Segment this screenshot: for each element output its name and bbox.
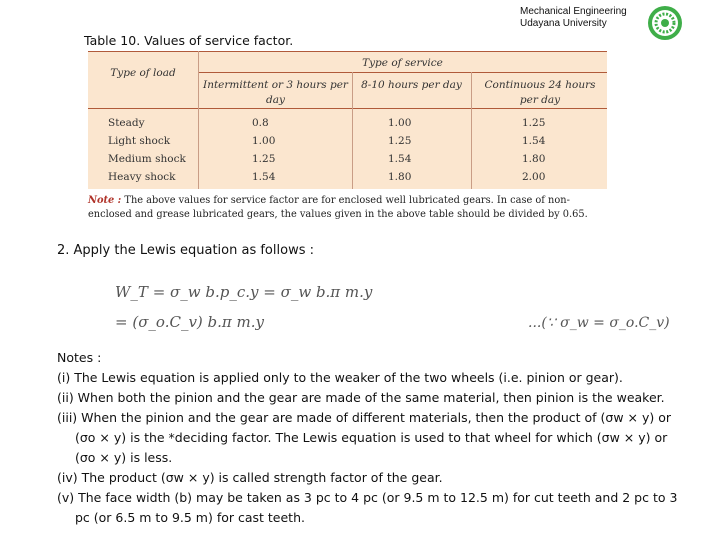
table-row bbox=[88, 135, 607, 153]
row-load: Medium shock bbox=[108, 153, 186, 165]
note-item: (v) The face width (b) may be taken as 3 pc to 4 pc (or 9.5 m to 12.5 m) for cut teeth and 2 pc to 3 bbox=[57, 490, 678, 505]
table-title: Table 10. Values of service factor. bbox=[84, 33, 294, 48]
table-rule-top bbox=[88, 51, 607, 52]
notes-title: Notes : bbox=[57, 350, 102, 365]
col-header-intermittent: Intermittent or 3 hours per day bbox=[203, 79, 348, 106]
notes-block bbox=[57, 348, 697, 528]
row-load: Heavy shock bbox=[108, 171, 176, 183]
note-item: (σo × y) is less. bbox=[75, 450, 173, 465]
col-header-group: Type of service bbox=[362, 57, 443, 69]
note-label: Note : bbox=[88, 195, 122, 206]
row-value: 1.80 bbox=[388, 171, 412, 183]
table-rule-group bbox=[198, 72, 607, 73]
lewis-equation-line-1: W_T = σ_w b.p_c.y = σ_w b.π m.y bbox=[115, 283, 373, 301]
note-item: (ii) When both the pinion and the gear are made of the same material, then pinion is the weaker. bbox=[57, 390, 665, 405]
row-value: 1.54 bbox=[388, 153, 412, 165]
row-value: 1.54 bbox=[522, 135, 546, 147]
note-item: (σo × y) is the *deciding factor. The Lewis equation is used to that wheel for which (σw × y) or bbox=[75, 430, 668, 445]
lewis-equation-line-2: = (σ_o.C_v) b.π m.y bbox=[115, 313, 264, 331]
row-value: 1.00 bbox=[252, 135, 276, 147]
lewis-equation-condition: ...(∵ σ_w = σ_o.C_v) bbox=[528, 315, 670, 331]
row-value: 1.25 bbox=[252, 153, 276, 165]
row-value: 1.25 bbox=[388, 135, 412, 147]
table-rule-header bbox=[88, 108, 607, 109]
university-logo bbox=[646, 4, 684, 42]
row-value: 1.54 bbox=[252, 171, 276, 183]
note-item: (iv) The product (σw × y) is called strength factor of the gear. bbox=[57, 470, 443, 485]
note-item: (i) The Lewis equation is applied only to the weaker of the two wheels (i.e. pinion or gear). bbox=[57, 370, 623, 385]
header-line-1: Mechanical Engineering bbox=[520, 6, 627, 17]
table-row bbox=[88, 153, 607, 171]
note-text: The above values for service factor are for enclosed well lubricated gears. In case of non-enclosed and grease lubricated gears, the values given in the above table should be divided by 0.65. bbox=[88, 195, 588, 220]
table-row bbox=[88, 171, 607, 189]
row-value: 2.00 bbox=[522, 171, 546, 183]
header-line-2: Udayana University bbox=[520, 18, 607, 29]
row-value: 1.80 bbox=[522, 153, 546, 165]
note-item: (iii) When the pinion and the gear are made of different materials, then the product of (σw × y) or bbox=[57, 410, 672, 425]
table-row bbox=[88, 117, 607, 135]
row-load: Light shock bbox=[108, 135, 171, 147]
row-value: 0.8 bbox=[252, 117, 269, 129]
step-heading: 2. Apply the Lewis equation as follows : bbox=[57, 243, 314, 258]
note-item: pc (or 6.5 m to 9.5 m) for cast teeth. bbox=[75, 510, 305, 525]
row-value: 1.25 bbox=[522, 117, 546, 129]
institution-header bbox=[520, 6, 627, 30]
col-header-8-10: 8-10 hours per day bbox=[361, 79, 462, 91]
service-factor-table bbox=[88, 51, 607, 189]
row-value: 1.00 bbox=[388, 117, 412, 129]
col-header-continuous: Continuous 24 hours per day bbox=[484, 79, 596, 106]
row-load: Steady bbox=[108, 117, 145, 129]
table-note bbox=[88, 194, 613, 222]
col-header-load: Type of load bbox=[110, 67, 176, 79]
